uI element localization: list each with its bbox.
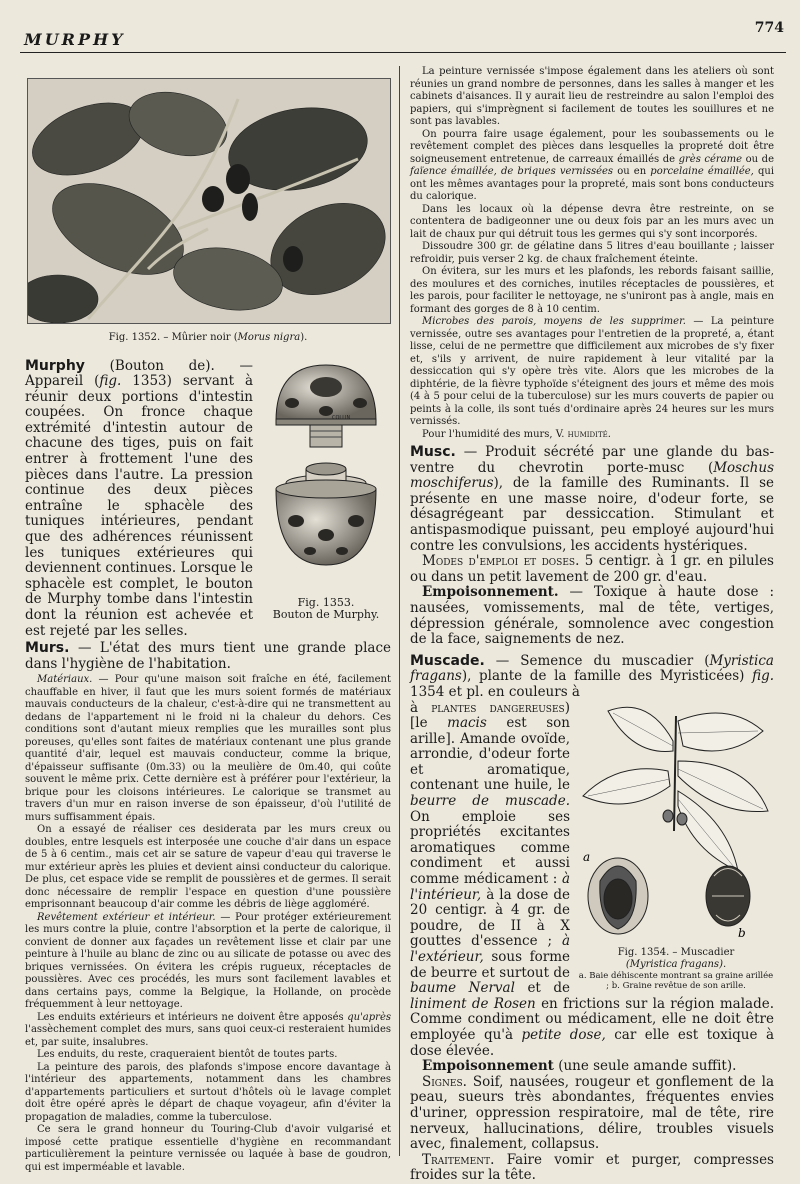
subsection-label: Empoisonnement.	[422, 584, 559, 601]
subsection-label: Traitement.	[422, 1151, 495, 1168]
figure-caption: Bouton de Murphy.	[272, 608, 380, 622]
paragraph: qui ont les mêmes avantages pour la propreté, mais sont bons conducteurs du calorique.	[410, 166, 775, 202]
fig-ref: fig.	[99, 373, 122, 390]
collin-stamp: COLLIN	[332, 414, 351, 421]
figure-label-a: a	[583, 849, 591, 864]
fig-ref: fig.	[752, 668, 774, 685]
header-rule	[20, 52, 786, 53]
figure-label-b: b	[738, 925, 746, 940]
paragraph: Les enduits extérieurs et intérieurs ne doivent être apposés	[37, 1011, 348, 1023]
page-number: 774	[754, 20, 784, 36]
paragraph: Ce sera le grand honneur du Touring-Club d'avoir vulgarisé et imposé cette pratique essentielle d'hygiène en recommandant particulièrement la peinture vernissée ou laquée à base de goudron, qui est imperméable et lavable.	[25, 1124, 391, 1173]
entry-text: et de	[514, 980, 570, 997]
paragraph: Dissoudre 300 gr. de gélatine dans 5 litres d'eau bouillante ; laisser refroidir, puis verser 2 kg. de chaux fraîchement éteinte.	[410, 241, 774, 265]
caption-latin-name: Morus nigra	[237, 332, 301, 343]
paragraph: ou de	[742, 153, 775, 165]
column-divider	[399, 66, 400, 1156]
fig-1353	[261, 359, 391, 622]
emphasis: liniment de Rosen	[410, 995, 536, 1012]
murphy-entry	[25, 359, 391, 673]
subsection-label: Modes d'emploi et doses.	[422, 553, 580, 570]
emphasis: grès cérame	[678, 153, 743, 165]
emphasis: petite dose,	[521, 1026, 606, 1043]
entry-text: 5 centigr. à 1 gr. en pilules ou dans un petit lavement de 200 gr. d'eau.	[410, 553, 774, 585]
running-head: MURPHY	[24, 30, 126, 49]
paragraph: — Pour protéger extérieurement les murs contre la pluie, contre l'absorption et la perte de calorique, il convient de donner aux façades un revêtement lisse et clair par une peinture à l'huile au blanc de zinc ou au silicate de potasse ou avec des briques vernissées. On évitera les crépis rugueux, réceptacles de poussières. Avec ces procédés, les murs sont facilement lavables et dans certains pays, comme la Belgique, la Hollande, on procède fréquemment à leur nettoyage.	[25, 911, 391, 1011]
entry-term-murs: Murs.	[25, 640, 70, 657]
entry-term-musc: Musc.	[410, 444, 456, 460]
right-column	[410, 66, 774, 1184]
cross-reference: humidité.	[567, 428, 611, 440]
murphy-button-illustration	[262, 359, 390, 591]
subsection-label: Signes.	[422, 1073, 467, 1090]
fig-1353-caption	[261, 597, 391, 621]
emphasis: à l'intérieur,	[410, 871, 570, 903]
latin-name: Myristica fragans	[410, 652, 774, 685]
entry-text: à	[410, 699, 432, 716]
entry-text: 1354 et pl. en couleurs à	[410, 683, 580, 700]
entry-text: Soif, nausées, rougeur et gonflement de la peau, sueurs très abondantes, fréquentes envies d'uriner, oppression respiratoire, mal de tête, rire nerveux, hallucinations, délire, troubles visuels avec, finalement, collapsus.	[410, 1073, 774, 1153]
nutmeg-illustration	[578, 701, 774, 941]
fig-1354	[578, 701, 774, 992]
murs-body	[25, 674, 391, 1174]
black-mulberry-photo	[27, 78, 391, 324]
entry-text: — Toxique à haute dose : nausées, vomissements, mal de tête, vertiges, dépression générale, somnolence avec congestion de la face, saignements de nez.	[410, 584, 774, 648]
muscade-entry	[410, 654, 774, 1184]
subsection-label: Revêtement extérieur et intérieur.	[37, 911, 216, 923]
entry-text: à la dose de 20 centigr. à 4 gr. de poudre, de II à X gouttes d'essence ;	[410, 886, 570, 950]
entry-text: ) [le	[410, 699, 570, 732]
paragraph: Dans les locaux où la dépense devra être restreinte, on se contentera de badigeonner une ou deux fois par an les murs avec un lait de chaux pur qui détruit tous les germes qui s'y sont incorporés.	[410, 203, 774, 240]
emphasis: à l'extérieur,	[410, 933, 570, 965]
paragraph: Pour l'humidité des murs, V.	[422, 428, 568, 440]
paragraph: — Pour qu'une maison soit fraîche en été, facilement chauffable en hiver, il faut que les murs soient formés de matériaux mauvais conducteurs de la chaleur, c'est-à-dire qui ne transmettent au dedans de l'appartement ni le froid ni la chaleur du dehors. Ces conditions sont d'autant mieux remplies que les murailles sont plus poreuses, qu'elles sont faites de matériaux contenant une plus grande quantité d'air, lequel est mauvais conducteur, comme la brique, d'épaisseur suffisante (0m.33) ou la meulière de 0m.40, qui coûte souvent le même prix. Cette dernière est à préférer pour l'extérieur, la brique pour les cloisons intérieures. Le calorique se transmet au travers d'un mur en raison inverse de son épaisseur, d'où l'utilité de murs suffisamment épais.	[25, 674, 391, 823]
entry-text: 1353) servant à réunir deux portions d'intestin coupées. On fronce chaque extrémité d'intestin autour de chacune des tiges, puis on fait entrer à frottement l'une des pièces dans l'autre. La pression continue des deux pièces entraîne le sphacèle des tuniques intérieures, pendant que des adhérences réunissent les tuniques extérieures qui deviennent continues. Lorsque le sphacèle est complet, le bouton de Murphy tombe dans l'intestin dont la réunion est achevée et est rejeté par les selles.	[25, 373, 253, 639]
figure-caption: Fig. 1354. – Muscadier	[617, 947, 735, 959]
subsection-label: Matériaux.	[37, 674, 93, 686]
figure-number: Fig. 1353.	[297, 596, 355, 610]
paragraph: ou en	[613, 166, 651, 177]
entry-text: On emploie ses propriétés excitantes aromatiques comme condiment et aussi comme médicament :	[410, 808, 570, 888]
emphasis: porcelaine émaillée,	[650, 166, 754, 177]
fig-1352-caption	[25, 332, 391, 345]
entry-text: en frictions sur la région malade. Comme condiment ou médicament, elle ne doit être employée qu'à	[410, 995, 774, 1043]
entry-text: ), plante de la famille des Myristicées)	[461, 668, 753, 685]
entry-text: — Semence du muscadier (	[484, 652, 710, 669]
subsection-label: Empoisonnement	[422, 1058, 554, 1075]
entry-text: — L'état des murs tient une grande place dans l'hygiène de l'habitation.	[25, 640, 391, 672]
emphasis: baume Nerval	[410, 980, 515, 997]
left-column	[25, 60, 391, 1174]
musc-entry	[410, 445, 774, 648]
paragraph: On pourra faire usage également, pour les soubassements ou le revêtement complet des pièces dans lesquelles la propreté doit être soigneusement entretenue, de carreaux émaillés de	[410, 128, 774, 165]
cross-reference: plantes dangereuses	[431, 699, 565, 716]
entry-term-muscade: Muscade.	[410, 652, 485, 669]
paragraph: La peinture des parois, des plafonds s'impose encore davantage à l'intérieur des appartements, notamment dans les chambres d'appartements particuliers et surtout d'hôtels où le lavage complet doit être opéré après le départ de chaque voyageur, afin d'éviter la propagation de maladies, comme la tuberculose.	[25, 1061, 391, 1123]
entry-text: car elle est toxique à dose élevée.	[410, 1026, 775, 1059]
paragraph: Les enduits, du reste, craqueraient bientôt de toutes parts.	[37, 1049, 338, 1061]
paragraph: — La peinture vernissée, outre ses avantages pour l'entretien de la propreté, a, étant lisse, celui de ne permettre que difficilement aux microbes de s'y fixer et, s'ils y arrivent, de nuire rapidement à leur vitalité par la dessiccation qui s'y opère très vite. Alors que les microbes de la diphtérie, de la fièvre typhoïde s'éteignent des jours et même des mois (4 à 5 pour celui de la tuberculose) sur les murs couverts de papier ou peints à la colle, ils sont tués d'ordinaire après 24 heures sur les murs vernissés.	[410, 316, 774, 427]
page-header	[0, 0, 800, 52]
latin-name: Moschus moschiferus	[410, 459, 774, 492]
entry-text: est son arille]. Amande ovoïde, arrondie, d'odeur forte et aromatique, contenant une huile, le	[410, 715, 570, 794]
paragraph: La peinture vernissée s'impose également dans les ateliers où sont réunies un grand nombre de personnes, dans les salles à manger et les cabinets d'aisances. Il y aurait lieu de restreindre au salon l'emploi des papiers, qui s'imprègnent si facilement de toutes les souillures et ne sont pas lavables.	[410, 66, 774, 127]
caption-text: ).	[300, 332, 308, 343]
paragraph: On évitera, sur les murs et les plafonds, les rebords faisant saillie, des moulures et des corniches, inutiles réceptacles de poussières, et les parois, pour faciliter le nettoyage, ne s'uniront pas à angle, mais en formant des gorges de 8 à 10 centim.	[410, 266, 774, 315]
entry-text: Faire vomir et purger, compresses froides sur la tête.	[410, 1151, 774, 1184]
entry-text: sous forme de beurre et surtout de	[410, 949, 570, 981]
entry-term-murphy: Murphy	[25, 357, 85, 374]
emphasis: macis	[447, 715, 487, 732]
entry-text: — Produit sécrété par une glande du bas-ventre du chevrotin porte-musc (	[410, 444, 774, 476]
entry-text: (une seule amande suffit).	[553, 1058, 737, 1075]
subsection-label: Microbes des parois, moyens de les supprimer.	[422, 316, 686, 327]
emphasis: qu'après	[347, 1011, 391, 1023]
entry-text: (Bouton de). — Appareil (	[25, 357, 253, 390]
emphasis: faïence émaillée, de briques vernissées	[410, 166, 614, 177]
paragraph: l'assèchement complet des murs, sans quoi ceux-ci resteraient humides et, par suite, insalubres.	[25, 1024, 391, 1048]
caption-text: Fig. 1352. – Mûrier noir (	[108, 332, 238, 343]
entry-text: ), de la famille des Ruminants. Il se présente en une masse noire, d'odeur forte, se désagrégeant par dessiccation. Stimulant et antispasmodique puissant, peu employé aujourd'hui contre les convulsions, les accidents hystériques.	[410, 475, 774, 554]
paragraph: On a essayé de réaliser ces desiderata par les murs creux ou doubles, entre lesquels est interposée une couche d'air dans un espace de 5 à 6 centim., mais cet air se sature de vapeur d'eau qui traverse le mur extérieur après les pluies et devient ainsi conducteur du calorique. De plus, cet espace vide se remplit de poussières et de germes. Il serait donc nécessaire de remplir l'espace en question d'une poussière emprisonnant beaucoup d'air comme les débris de liège aggloméré.	[25, 824, 391, 911]
emphasis: beurre de muscade.	[410, 793, 570, 810]
fig-1354-legend: a. Baie déhiscente montrant sa graine arillée ; b. Graine revêtue de son arille.	[578, 971, 774, 992]
fig-1354-caption	[578, 947, 774, 971]
figure-caption-latin: (Myristica fragans).	[625, 959, 727, 971]
